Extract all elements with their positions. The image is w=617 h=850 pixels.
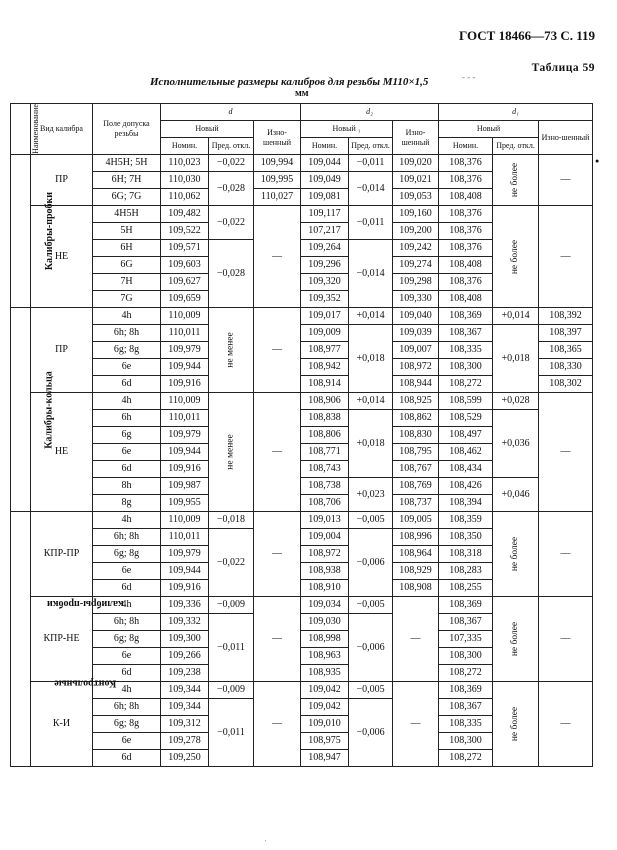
d1-nominal: 108,408 bbox=[439, 291, 493, 308]
d1-worn: 108,392 bbox=[539, 308, 593, 325]
d2-nominal: 109,044 bbox=[301, 155, 349, 172]
d-nominal: 109,944 bbox=[161, 359, 209, 376]
tolerance-field: 6H bbox=[93, 240, 161, 257]
header-d1-new: Новый bbox=[439, 121, 539, 138]
tolerance-field: 4h bbox=[93, 308, 161, 325]
d2-limit-dev: −0,005 bbox=[349, 597, 393, 614]
tolerance-field: 7H bbox=[93, 274, 161, 291]
kind-pr-ring: ПР bbox=[31, 308, 93, 393]
d-nominal: 109,278 bbox=[161, 733, 209, 750]
d1-nominal: 108,272 bbox=[439, 376, 493, 393]
tolerance-field: 6e bbox=[93, 648, 161, 665]
d1-not-more-note: не более bbox=[493, 512, 539, 597]
tolerance-field: 6d bbox=[93, 580, 161, 597]
table-row bbox=[11, 155, 593, 172]
tolerance-field: 6d bbox=[93, 665, 161, 682]
d2-nominal: 108,738 bbox=[301, 478, 349, 495]
d1-not-more-note: не более bbox=[493, 155, 539, 206]
table-row bbox=[11, 206, 593, 223]
tolerance-field: 6h; 8h bbox=[93, 529, 161, 546]
d2-nominal: 108,935 bbox=[301, 665, 349, 682]
kind-ne-plug: НЕ bbox=[31, 206, 93, 308]
d-limit-dev: −0,022 bbox=[209, 206, 254, 240]
d2-worn: 109,330 bbox=[393, 291, 439, 308]
d2-worn: 108,862 bbox=[393, 410, 439, 427]
d-nominal: 109,955 bbox=[161, 495, 209, 512]
d-nominal: 109,266 bbox=[161, 648, 209, 665]
d-worn: 109,994 bbox=[254, 155, 301, 172]
d-nominal: 110,062 bbox=[161, 189, 209, 206]
d1-nominal: 107,335 bbox=[439, 631, 493, 648]
d2-worn: 109,242 bbox=[393, 240, 439, 257]
tolerance-field: 6g; 8g bbox=[93, 716, 161, 733]
d-nominal: 109,300 bbox=[161, 631, 209, 648]
tolerance-field: 6h; 8h bbox=[93, 699, 161, 716]
d1-nominal: 108,367 bbox=[439, 614, 493, 631]
d-nominal: 109,332 bbox=[161, 614, 209, 631]
header-d2-worn: Изно-шенный bbox=[393, 121, 439, 155]
tolerance-field: 4H5H bbox=[93, 206, 161, 223]
margin-dot: ● bbox=[595, 157, 600, 165]
d1-nominal: 108,462 bbox=[439, 444, 493, 461]
kind-k-i: К-И bbox=[31, 682, 93, 767]
d-limit-dev: −0,022 bbox=[209, 155, 254, 172]
d-nominal: 109,344 bbox=[161, 699, 209, 716]
d2-limit-dev: +0,018 bbox=[349, 410, 393, 478]
d2-worn: 109,040 bbox=[393, 308, 439, 325]
d1-limit-dev: +0,018 bbox=[493, 325, 539, 393]
d-nominal: 109,979 bbox=[161, 342, 209, 359]
d1-worn: — bbox=[539, 206, 593, 308]
d1-worn: — bbox=[539, 682, 593, 767]
d-worn: — bbox=[254, 597, 301, 682]
tolerance-field: 6H; 7H bbox=[93, 172, 161, 189]
d2-nominal: 109,010 bbox=[301, 716, 349, 733]
d1-limit-dev: +0,036 bbox=[493, 410, 539, 478]
d2-worn: 109,039 bbox=[393, 325, 439, 342]
d2-limit-dev: −0,005 bbox=[349, 512, 393, 529]
d2-nominal: 108,977 bbox=[301, 342, 349, 359]
header-d1-worn: Изно-шенный bbox=[539, 121, 593, 155]
header-d2: d₂ bbox=[301, 104, 439, 121]
d-limit-dev: −0,018 bbox=[209, 512, 254, 529]
d2-limit-dev: −0,011 bbox=[349, 155, 393, 172]
d2-worn: 109,160 bbox=[393, 206, 439, 223]
d1-worn: — bbox=[539, 512, 593, 597]
d2-worn: 109,274 bbox=[393, 257, 439, 274]
group-label-plugs: Калибры-пробки bbox=[11, 155, 31, 308]
d2-limit-dev: +0,014 bbox=[349, 393, 393, 410]
header-d-worn: Изно-шенный bbox=[254, 121, 301, 155]
d2-worn: 109,298 bbox=[393, 274, 439, 291]
d2-worn: 108,964 bbox=[393, 546, 439, 563]
tolerance-field: 6e bbox=[93, 444, 161, 461]
d1-nominal: 108,255 bbox=[439, 580, 493, 597]
d2-nominal: 109,004 bbox=[301, 529, 349, 546]
d2-nominal: 108,806 bbox=[301, 427, 349, 444]
d-worn: 109,995 bbox=[254, 172, 301, 189]
d1-worn: — bbox=[539, 393, 593, 512]
d-worn: — bbox=[254, 308, 301, 393]
tolerance-field: 6g; 8g bbox=[93, 631, 161, 648]
d2-nominal: 108,998 bbox=[301, 631, 349, 648]
d2-nominal: 108,906 bbox=[301, 393, 349, 410]
table-units: мм bbox=[295, 88, 309, 99]
header-d-limit: Пред. откл. bbox=[209, 138, 254, 155]
d2-nominal: 108,947 bbox=[301, 750, 349, 767]
d2-nominal: 109,042 bbox=[301, 699, 349, 716]
tolerance-field: 5H bbox=[93, 223, 161, 240]
header-d-nominal: Номин. bbox=[161, 138, 209, 155]
table-number: Таблица 59 bbox=[531, 62, 595, 74]
d-nominal: 109,944 bbox=[161, 444, 209, 461]
d1-nominal: 108,300 bbox=[439, 733, 493, 750]
kind-kpr-pr: КПР-ПР bbox=[31, 512, 93, 597]
d2-worn: — bbox=[393, 597, 439, 682]
d2-worn: 108,972 bbox=[393, 359, 439, 376]
header-d2-nominal: Номин. bbox=[301, 138, 349, 155]
d1-nominal: 108,367 bbox=[439, 699, 493, 716]
tolerance-field: 6d bbox=[93, 750, 161, 767]
d1-nominal: 108,408 bbox=[439, 189, 493, 206]
d-worn: 110,027 bbox=[254, 189, 301, 206]
header-d2-new: Новый ₁ bbox=[301, 121, 393, 138]
tolerance-field: 6g; 8g bbox=[93, 342, 161, 359]
tolerance-field: 4H5H; 5H bbox=[93, 155, 161, 172]
tolerance-field: 6G bbox=[93, 257, 161, 274]
tolerance-field: 6e bbox=[93, 563, 161, 580]
d2-worn: 109,007 bbox=[393, 342, 439, 359]
tolerance-field: 6G; 7G bbox=[93, 189, 161, 206]
d-not-less-note: не менее bbox=[209, 393, 254, 512]
d1-worn: 108,397 bbox=[539, 325, 593, 342]
d2-nominal: 109,017 bbox=[301, 308, 349, 325]
d2-worn: 108,737 bbox=[393, 495, 439, 512]
d2-worn: 108,929 bbox=[393, 563, 439, 580]
d-worn: — bbox=[254, 393, 301, 512]
d2-nominal: 109,049 bbox=[301, 172, 349, 189]
d1-nominal: 108,376 bbox=[439, 274, 493, 291]
d1-not-more-note: не более bbox=[493, 597, 539, 682]
d2-worn: 109,021 bbox=[393, 172, 439, 189]
d-nominal: 109,312 bbox=[161, 716, 209, 733]
d2-nominal: 108,838 bbox=[301, 410, 349, 427]
header-naming: Наименование bbox=[11, 104, 31, 155]
d-nominal: 109,944 bbox=[161, 563, 209, 580]
header-tolerance-field: Поле допуска резьбы bbox=[93, 104, 161, 155]
d2-nominal: 108,706 bbox=[301, 495, 349, 512]
d1-nominal: 108,376 bbox=[439, 206, 493, 223]
d2-nominal: 108,914 bbox=[301, 376, 349, 393]
d2-nominal: 109,013 bbox=[301, 512, 349, 529]
d-limit-dev: −0,028 bbox=[209, 172, 254, 206]
tolerance-field: 6d bbox=[93, 376, 161, 393]
table-row bbox=[11, 478, 593, 495]
d1-nominal: 108,350 bbox=[439, 529, 493, 546]
d2-worn: 108,925 bbox=[393, 393, 439, 410]
d1-nominal: 108,369 bbox=[439, 308, 493, 325]
tolerance-field: 8h bbox=[93, 478, 161, 495]
d1-nominal: 108,408 bbox=[439, 257, 493, 274]
d2-nominal: 108,972 bbox=[301, 546, 349, 563]
d2-nominal: 109,034 bbox=[301, 597, 349, 614]
d2-worn: 108,944 bbox=[393, 376, 439, 393]
d2-worn: 108,767 bbox=[393, 461, 439, 478]
tolerance-field: 6d bbox=[93, 461, 161, 478]
table-row bbox=[11, 325, 593, 342]
d2-nominal: 109,042 bbox=[301, 682, 349, 699]
d2-nominal: 108,771 bbox=[301, 444, 349, 461]
d-limit-dev: −0,028 bbox=[209, 240, 254, 308]
d1-worn: — bbox=[539, 155, 593, 206]
d2-worn: 108,908 bbox=[393, 580, 439, 597]
tolerance-field: 6e bbox=[93, 359, 161, 376]
page-header: ГОСТ 18466—73 С. 119 bbox=[459, 28, 595, 43]
d2-worn: 109,005 bbox=[393, 512, 439, 529]
d-nominal: 109,916 bbox=[161, 461, 209, 478]
d1-nominal: 108,376 bbox=[439, 172, 493, 189]
d-nominal: 110,009 bbox=[161, 512, 209, 529]
d2-nominal: 109,264 bbox=[301, 240, 349, 257]
d-limit-dev: −0,011 bbox=[209, 699, 254, 767]
d2-nominal: 109,009 bbox=[301, 325, 349, 342]
d2-nominal: 108,963 bbox=[301, 648, 349, 665]
d-nominal: 109,627 bbox=[161, 274, 209, 291]
d-nominal: 110,030 bbox=[161, 172, 209, 189]
d-nominal: 109,659 bbox=[161, 291, 209, 308]
d2-nominal: 108,910 bbox=[301, 580, 349, 597]
d2-nominal: 108,938 bbox=[301, 563, 349, 580]
print-speck: ' bbox=[265, 840, 267, 846]
header-d1-nominal: Номин. bbox=[439, 138, 493, 155]
d2-nominal: 108,743 bbox=[301, 461, 349, 478]
d-nominal: 109,916 bbox=[161, 580, 209, 597]
d2-limit-dev: −0,006 bbox=[349, 614, 393, 682]
d2-nominal: 107,217 bbox=[301, 223, 349, 240]
d-limit-dev: −0,022 bbox=[209, 529, 254, 597]
table-row bbox=[11, 393, 593, 410]
d1-not-more-note: не более bbox=[493, 206, 539, 308]
d1-nominal: 108,335 bbox=[439, 342, 493, 359]
d-nominal: 110,011 bbox=[161, 529, 209, 546]
d2-nominal: 109,296 bbox=[301, 257, 349, 274]
margin-mark: - - - bbox=[462, 72, 476, 82]
table-row bbox=[11, 410, 593, 427]
d2-nominal: 108,942 bbox=[301, 359, 349, 376]
d1-nominal: 108,376 bbox=[439, 155, 493, 172]
d2-limit-dev: +0,023 bbox=[349, 478, 393, 512]
d2-nominal: 109,117 bbox=[301, 206, 349, 223]
d2-worn: 108,795 bbox=[393, 444, 439, 461]
d2-limit-dev: −0,006 bbox=[349, 529, 393, 597]
d1-nominal: 108,335 bbox=[439, 716, 493, 733]
table-row bbox=[11, 308, 593, 325]
d2-limit-dev: −0,014 bbox=[349, 240, 393, 308]
header-d1-limit: Пред. откл. bbox=[493, 138, 539, 155]
tolerance-field: 8g bbox=[93, 495, 161, 512]
d-nominal: 109,916 bbox=[161, 376, 209, 393]
d1-nominal: 108,497 bbox=[439, 427, 493, 444]
d-worn: — bbox=[254, 206, 301, 308]
d-nominal: 109,571 bbox=[161, 240, 209, 257]
d-worn: — bbox=[254, 682, 301, 767]
tolerance-field: 6e bbox=[93, 733, 161, 750]
kind-ne-ring: НЕ bbox=[31, 393, 93, 512]
tolerance-field: 4h bbox=[93, 682, 161, 699]
d2-limit-dev: −0,006 bbox=[349, 699, 393, 767]
header-d-new: Новый bbox=[161, 121, 254, 138]
d2-worn: — bbox=[393, 682, 439, 767]
d2-worn: 109,053 bbox=[393, 189, 439, 206]
d2-limit-dev: +0,018 bbox=[349, 325, 393, 393]
d1-nominal: 108,376 bbox=[439, 223, 493, 240]
group-label-rings: Калибры-кольца bbox=[11, 308, 31, 512]
d-nominal: 110,011 bbox=[161, 410, 209, 427]
d2-limit-dev: +0,014 bbox=[349, 308, 393, 325]
d-limit-dev: −0,009 bbox=[209, 682, 254, 699]
d1-nominal: 108,394 bbox=[439, 495, 493, 512]
kind-kpr-ne: КПР-НЕ bbox=[31, 597, 93, 682]
d-limit-dev: −0,009 bbox=[209, 597, 254, 614]
tolerance-field: 6h; 8h bbox=[93, 325, 161, 342]
d1-nominal: 108,426 bbox=[439, 478, 493, 495]
d1-nominal: 108,369 bbox=[439, 682, 493, 699]
d-nominal: 109,344 bbox=[161, 682, 209, 699]
tolerance-field: 4h bbox=[93, 597, 161, 614]
d-limit-dev: −0,011 bbox=[209, 614, 254, 682]
d1-nominal: 108,367 bbox=[439, 325, 493, 342]
d1-nominal: 108,272 bbox=[439, 665, 493, 682]
d2-limit-dev: −0,014 bbox=[349, 172, 393, 206]
header-d1: d₁ bbox=[439, 104, 593, 121]
d-not-less-note: не менее bbox=[209, 308, 254, 393]
header-d2-limit: Пред. откл. bbox=[349, 138, 393, 155]
d1-worn: 108,365 bbox=[539, 342, 593, 359]
tolerance-field: 6h; 8h bbox=[93, 614, 161, 631]
d-nominal: 109,979 bbox=[161, 427, 209, 444]
d2-worn: 108,830 bbox=[393, 427, 439, 444]
d-nominal: 109,482 bbox=[161, 206, 209, 223]
tolerance-field: 6g; 8g bbox=[93, 546, 161, 563]
tolerance-field: 7G bbox=[93, 291, 161, 308]
d-nominal: 109,987 bbox=[161, 478, 209, 495]
d2-nominal: 109,030 bbox=[301, 614, 349, 631]
tolerance-field: 4h bbox=[93, 393, 161, 410]
d-nominal: 110,011 bbox=[161, 325, 209, 342]
d-worn: — bbox=[254, 512, 301, 597]
d-nominal: 109,336 bbox=[161, 597, 209, 614]
d-nominal: 109,238 bbox=[161, 665, 209, 682]
header-d: d bbox=[161, 104, 301, 121]
d-nominal: 109,603 bbox=[161, 257, 209, 274]
d-nominal: 109,979 bbox=[161, 546, 209, 563]
d-nominal: 110,009 bbox=[161, 393, 209, 410]
d2-limit-dev: −0,011 bbox=[349, 206, 393, 240]
d2-worn: 109,020 bbox=[393, 155, 439, 172]
kind-pr-plug: ПР bbox=[31, 155, 93, 206]
d2-worn: 108,996 bbox=[393, 529, 439, 546]
tolerance-field: 6g bbox=[93, 427, 161, 444]
gauge-dimensions-table bbox=[10, 103, 593, 767]
d1-limit-dev: +0,028 bbox=[493, 393, 539, 410]
d2-worn: 109,200 bbox=[393, 223, 439, 240]
d2-nominal: 108,975 bbox=[301, 733, 349, 750]
d1-nominal: 108,283 bbox=[439, 563, 493, 580]
d1-worn: — bbox=[539, 597, 593, 682]
table-row bbox=[11, 512, 593, 529]
d1-not-more-note: не более bbox=[493, 682, 539, 767]
d1-nominal: 108,376 bbox=[439, 240, 493, 257]
d1-nominal: 108,369 bbox=[439, 597, 493, 614]
table-caption: Исполнительные размеры калибров для резьбы М110×1,5 bbox=[150, 76, 429, 88]
d1-nominal: 108,434 bbox=[439, 461, 493, 478]
d-nominal: 109,250 bbox=[161, 750, 209, 767]
d2-nominal: 109,320 bbox=[301, 274, 349, 291]
d1-nominal: 108,318 bbox=[439, 546, 493, 563]
d2-limit-dev: −0,005 bbox=[349, 682, 393, 699]
header-kind: Вид калибра bbox=[31, 104, 93, 155]
d1-nominal: 108,599 bbox=[439, 393, 493, 410]
d1-nominal: 108,529 bbox=[439, 410, 493, 427]
d1-nominal: 108,300 bbox=[439, 648, 493, 665]
d2-nominal: 109,081 bbox=[301, 189, 349, 206]
d1-limit-dev: +0,046 bbox=[493, 478, 539, 512]
d2-worn: 108,769 bbox=[393, 478, 439, 495]
d-nominal: 110,009 bbox=[161, 308, 209, 325]
group-label-control-plugs: Контрольные калибры-пробки bbox=[11, 512, 31, 767]
d1-worn: 108,302 bbox=[539, 376, 593, 393]
d1-nominal: 108,300 bbox=[439, 359, 493, 376]
d1-limit-dev: +0,014 bbox=[493, 308, 539, 325]
tolerance-field: 4h bbox=[93, 512, 161, 529]
d1-worn: 108,330 bbox=[539, 359, 593, 376]
tolerance-field: 6h bbox=[93, 410, 161, 427]
d-nominal: 110,023 bbox=[161, 155, 209, 172]
d2-nominal: 109,352 bbox=[301, 291, 349, 308]
d1-nominal: 108,272 bbox=[439, 750, 493, 767]
d-nominal: 109,522 bbox=[161, 223, 209, 240]
d1-nominal: 108,359 bbox=[439, 512, 493, 529]
